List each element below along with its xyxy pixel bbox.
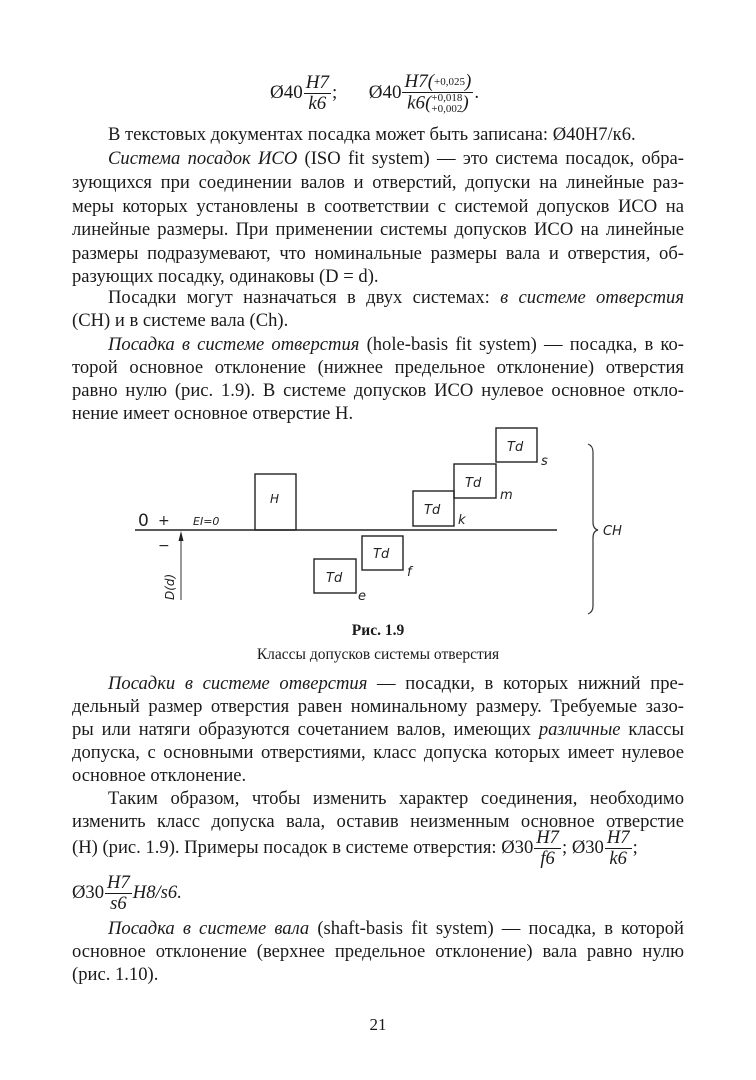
- paragraph-line: ры или натяги образуются сочетанием валов, имеющих различные классы: [72, 719, 684, 740]
- paragraph-line: разующих посадку, одинаковы (D = d).: [72, 266, 379, 287]
- paragraph-line: Система посадок ИСО (ISO fit system) — это система посадок, обра-: [108, 148, 684, 169]
- ei-label: EI=0: [193, 515, 220, 528]
- svg-text:Td: Td: [326, 571, 343, 586]
- formula-prefix: Ø40: [270, 81, 303, 103]
- formula-prefix: Ø40: [368, 81, 402, 103]
- figure-caption: Классы допусков системы отверстия: [256, 646, 500, 663]
- paragraph-line: (H) (рис. 1.9). Примеры посадок в системе отверстия: Ø30 $\frac{H7}{f6}$ ; Ø30 $\frac{H7}{k6}$ ;: [72, 827, 638, 870]
- paragraph-line: размеры подразумевают, что номинальные размеры вала и отверстия, об-: [72, 243, 684, 264]
- formula-top: Ø40 $\frac{H7}{k6}$ ; Ø40 H7(+0,025) k6(+0,018 +0,002) .: [270, 71, 480, 115]
- svg-text:Td: Td: [373, 547, 390, 562]
- svg-text:e: e: [358, 589, 366, 604]
- page-number: 21: [369, 1015, 387, 1034]
- svg-text:−: −: [158, 538, 170, 554]
- svg-text:f: f: [407, 565, 412, 580]
- paragraph-line: допуска, с основными отверстиями, класс допуска которых имеет нулевое: [72, 742, 684, 763]
- paragraph-line: (рис. 1.10).: [72, 964, 159, 985]
- paragraph-line: основное отклонение.: [72, 765, 247, 786]
- svg-text:+: +: [158, 513, 170, 529]
- fraction-with-deviations: H7(+0,025) k6(+0,018 +0,002): [404, 71, 472, 115]
- system-label: CH: [603, 524, 622, 539]
- paragraph-line: линейные размеры. При применении системы допусков ИСО на линейные: [72, 219, 684, 240]
- paragraph-line: равно нулю (рис. 1.9). В системе допусков ИСО нулевое основное откло-: [72, 380, 684, 401]
- nominal-size-label: D(d): [163, 573, 177, 600]
- paragraph-line: торой основное отклонение (нижнее предельное отклонение) отверстия: [72, 357, 684, 378]
- paragraph-line: дельный размер отверстия равен номинальному размеру. Требуемые зазо-: [72, 696, 684, 717]
- paragraph-line: Ø30 $\frac{H7}{s6}$ H8/s6.: [72, 872, 182, 915]
- paragraph-line: основное отклонение (верхнее предельное отклонение) вала равно нулю: [72, 941, 684, 962]
- paragraph-line: меры которых установлены в соответствии с системой допусков ИСО на: [72, 196, 684, 217]
- zero-line-label: 0: [138, 511, 149, 531]
- paragraph-line: Посадки в системе отверстия — посадки, в которых нижний пре-: [108, 673, 684, 694]
- paragraph-line: (CH) и в системе вала (Ch).: [72, 310, 289, 331]
- paragraph-line: Таким образом, чтобы изменить характер соединения, необходимо: [108, 788, 684, 809]
- paragraph-line: Посадка в системе вала (shaft-basis fit system) — посадка, в которой: [108, 918, 684, 939]
- svg-text:Td: Td: [424, 503, 441, 518]
- svg-text:Td: Td: [465, 476, 482, 491]
- paragraph-line: нение имеет основное отверстие H.: [72, 403, 354, 424]
- svg-text:m: m: [500, 488, 513, 503]
- paragraph-line: Посадки могут назначаться в двух системах: в системе отверстия: [108, 287, 684, 308]
- svg-text:Td: Td: [507, 440, 524, 455]
- svg-text:s: s: [541, 454, 548, 469]
- svg-text:k: k: [458, 513, 466, 528]
- paragraph-line: зующихся при соединении валов и отверстий, допуски на линейные раз-: [72, 172, 684, 193]
- paragraph-line: В текстовых документах посадка может быть записана: Ø40H7/к6.: [108, 124, 636, 145]
- fraction: $\frac{H7}{k6}$: [305, 72, 329, 114]
- paragraph-line: изменить класс допуска вала, оставив неизменным основное отверстие: [72, 811, 684, 832]
- figure-caption-title: Рис. 1.9: [351, 622, 405, 639]
- paragraph-line: Посадка в системе отверстия (hole-basis fit system) — посадка, в ко-: [108, 334, 685, 355]
- brace: [588, 444, 598, 614]
- svg-text:H: H: [270, 492, 280, 506]
